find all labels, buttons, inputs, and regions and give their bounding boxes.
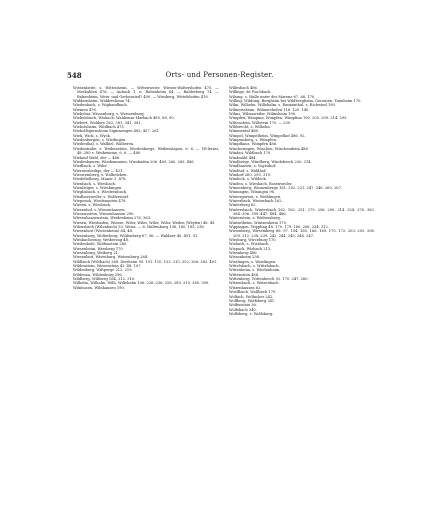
index-entry: Wiesenburg, Weiberg 21. bbox=[73, 251, 120, 256]
index-entry: Windau, Wildbach 170. bbox=[229, 151, 272, 156]
index-entry: Woelfbach, Wolfbach 170. bbox=[229, 290, 277, 295]
index-entry: Wiebert, Widdere 362, 381, 341, 381. bbox=[73, 120, 142, 125]
index-entry: Wissenheim 238. bbox=[229, 255, 261, 260]
index-entry: Wiedenthal, s. Walbiel, Walberen. bbox=[73, 142, 135, 147]
index-entry: Wiesenborg, Wolterborg, Wildenberg 67. 96. — Waldner 40. 491. 91. bbox=[73, 233, 199, 238]
index-entry: Wolfenstein 80. bbox=[229, 303, 258, 308]
index-entry: Wiltbrecht, s. Wilhelm. bbox=[229, 125, 271, 130]
index-entry: Wieglisbach, s. Wiedeenbach. bbox=[73, 190, 128, 195]
index-entry: Winden, s. Wiesbach, Rosenweiler. bbox=[229, 181, 293, 186]
index-entry: Wintzelheim, Wintzenheim 170. bbox=[229, 220, 288, 225]
index-entry: Wimpfen, Wimpina, Wimpfen, Wimpfina 190. 205. 209. 214. 295. bbox=[229, 116, 348, 121]
index-entry: Wiedentrabe, s. Weibenstein, Werdenberge, Weibesslapen, 6. 6. — Vil-lerasi, 48, 285 s. Weibeneine, 6. 6. — 480. bbox=[73, 146, 219, 156]
index-entry: Winterstein, s. Weibersberg. bbox=[229, 216, 281, 221]
index-entry: Windhof, s. Waldhof. bbox=[229, 168, 267, 173]
index-entry: Windberge, Windberg, Windeberch 230. 314. bbox=[229, 159, 312, 164]
index-entry: Witzenbach, s. Weizenbach. bbox=[229, 281, 280, 286]
index-entry: Wilms, Wilmsweiler, Wilmsheim 190. bbox=[229, 112, 297, 117]
index-entry: Windhausen, s. Vogtsdorf. bbox=[229, 164, 277, 169]
page-number: 548 bbox=[67, 71, 82, 80]
index-entry: Winningen, Winingen 96. bbox=[229, 190, 276, 195]
index-entry: Wimmental 486. bbox=[229, 129, 259, 134]
index-entry: Wilmertsheim, Wilmershofen 116. 120. 140. bbox=[229, 107, 310, 112]
index-entry: Wiedeltelberg, Mauer 1. 476. bbox=[73, 177, 127, 182]
index-entry: Wiedbach, s. Wibe. bbox=[73, 164, 108, 169]
index-entry: Wisenberg 486. bbox=[229, 251, 258, 256]
index-entry: Wiesenheit (Wiesenheim) 64. 48. bbox=[73, 229, 134, 234]
index-entry: Widdernheim, Widdersheim 74. bbox=[73, 99, 131, 104]
index-entry: Wiesensstein, Wiesenhausen 290. bbox=[73, 211, 135, 216]
index-entry: Wippingen, Wippling 48. 170. 179. 180. 206. 234. 312. bbox=[229, 225, 329, 229]
index-entry: Wieratosheiligs, der — 421. bbox=[73, 168, 124, 173]
index-entry: Wittelsbach, s. Wittelsbach. bbox=[229, 264, 280, 269]
index-entry: Wintergarten, s. Weiblingen. bbox=[229, 194, 282, 199]
index-entry: Wiedenbaeren, Wiedemnaten, Wiesbaden 206. 469. 260. 269. 486. bbox=[73, 159, 195, 164]
index-entry: Wolfsbach 340. bbox=[229, 307, 257, 312]
index-entry: Wiemen 476. bbox=[73, 107, 97, 112]
index-entry: Wilhelm, Wilhalm, Willi, Willehalm 106. 226. 236. 258. 289. 310. 360. 399. bbox=[73, 281, 210, 286]
index-entry: Wilensbach (Wilenbach) 53. Weiss. — 6. Waltenburg 136, 180, 185, 236. bbox=[73, 225, 205, 229]
index-entry: Wilsing, s. Walle unter der Marene 67. 68. 170. bbox=[229, 94, 316, 99]
index-entry: Wiebolfsgernsheim Sigmaringen 482; 457. 261. bbox=[73, 129, 161, 134]
index-entry: Wiesbacherzog, Weiberzog 48. bbox=[73, 238, 130, 243]
index-entry: Wildbach (Wiltbach) 288. Diezheim 95. 101. 110. 133. 215. 252. 268. 383. 401. bbox=[73, 259, 218, 264]
index-entry: Wittenstein 486. bbox=[229, 272, 260, 277]
index-entry: Wiedenbach, s. Wigbandbach. bbox=[73, 103, 128, 108]
index-entry: Wispach, Wisbach 213. bbox=[229, 246, 272, 251]
index-entry: Windmühl 484. bbox=[229, 155, 257, 160]
index-entry: Winnenberg, Winnenberge 161. 202. 221. 247. 248. 260. 267. bbox=[229, 185, 343, 190]
index-entry: Wiedenhofe, Wolfenstein 260. bbox=[73, 242, 128, 247]
index-entry: Wiesenheim, Wiesberg 170. bbox=[73, 246, 124, 251]
index-entry: Wiepenoh, Wiedenauten 478. bbox=[73, 198, 127, 203]
index-entry: Wiesweinberg, s. Wolbeleben. bbox=[73, 172, 128, 177]
running-title: Orts- und Personen-Register. bbox=[165, 71, 274, 79]
index-entry: Winterbach, Winterbach 162. bbox=[229, 198, 283, 203]
index-entry: Wiesenbeit, Wisenburg, Weisenburg 264. bbox=[73, 255, 149, 260]
index-entry: Wiesenhof, s. Wiesenhausen. bbox=[73, 207, 126, 212]
index-entry: Wiesen, Wiesbaden, Wiesse, Wiler, Wiler, Wiler, Wiler, Weilen (Weylen) 48. 49. bbox=[73, 220, 216, 225]
index-entry: Wienbach, s. Wiesbach. bbox=[73, 181, 117, 186]
index-entry: Wintersbach, Winterbach 162. 162. 251. 279. 256. 290. 314. 324. 376. 383. 384. 396. 399. 447. 484. 486. bbox=[229, 207, 375, 216]
index-entry: Wolfberg, Wolfsberg 341. bbox=[229, 298, 276, 303]
index-entry: Wiedbersweiler, s. Wolferstorf. bbox=[73, 194, 130, 199]
index-entry: Wiesenbeite, s. Wittenheim, — Wittenweier, Wiesen-Waltershofen 475. — Merkuhlen 476. — Aubach 1, n. Bubenheim 64. — Bulderberg 74. — Bubenheim, Wein- und Gerbenried? 490. — Wiesberg, Wittelshofen 476. bbox=[73, 86, 219, 99]
index-entry: Witzenhausen 62. bbox=[229, 285, 262, 290]
index-entry: Wirtenberg, Wirtemberg 68. 97. 104. 165. 166. 169. 170. 172. 203. 205. 206. 209. 212. 238. 239. 242. 244. 245. 246. 247. bbox=[229, 229, 375, 238]
index-entry: Windeck, s. Wildeck. bbox=[229, 177, 267, 182]
index-entry: Wiebelsbach, Wisbach, Waldemar Marbach 485. 86, 90. bbox=[73, 116, 175, 121]
index-entry: Wilm, Wilhelm, Willehalm, s. Emmenthal, s. Richwind 190. bbox=[229, 103, 336, 108]
index-entry: Willing, Wildung, Bergheim bei Wildbergheim, Gereuten, Tannheim 170. bbox=[229, 99, 362, 104]
index-entry: Wildenstein, Weisenstein 42. 48. 107. bbox=[73, 264, 142, 269]
index-entry: Wilnhusen, Wilnhausen 190. bbox=[73, 285, 125, 290]
index-entry: Wieland Wald, der — 486. bbox=[73, 155, 121, 160]
index-entry: Wildberg, Wiltberg 164, 212. 310. bbox=[73, 277, 136, 282]
index-entry: Wisbach, s. Wiesbach. bbox=[229, 242, 270, 247]
index-entry: Wolfach, Wolfacher 242. bbox=[229, 294, 274, 299]
index-entry: Wiesenhausenstein, Weidenheim 276, 363. bbox=[73, 216, 152, 221]
index-entry: Wincheringen, Winchen, Winchendeim 486. bbox=[229, 146, 309, 151]
index-entry: Wildenau, Wildenburg 296. bbox=[73, 272, 123, 277]
index-entry: Wittenberg, Wittenberch 92. 170. 247. 260. bbox=[229, 277, 309, 282]
index-entry: Windorf 260. 295. 319. bbox=[229, 172, 272, 177]
index-entry: Wildenberg, Wiltperge 212. 219. bbox=[73, 268, 133, 273]
index-entry: Wiebelmi, Wissenburg, s. Weissenburg. bbox=[73, 112, 145, 117]
index-entry: Wieh, Wick, s. Wyck. bbox=[73, 133, 111, 138]
index-entry: Wimpfhaus, Wimpfen 486. bbox=[229, 142, 278, 147]
index-entry: Wimpinsberg, s. Wimpfen. bbox=[229, 138, 278, 143]
index-entry: Wirzburg, Wirceburg 170. bbox=[229, 238, 277, 243]
index-entry: Willinge, de Fischbach. bbox=[229, 90, 272, 95]
index-entry: Wittenheim, s. Wiedenheim. bbox=[229, 268, 281, 273]
index-entry: Wimpel, Wimpelheim, Wimpelhof 486. 92. bbox=[229, 133, 306, 138]
index-column-right bbox=[229, 86, 375, 316]
index-entry: Wienbeiger, s. Wiesbingen. bbox=[73, 185, 123, 190]
index-column-left bbox=[73, 86, 219, 290]
index-entry: Wiedenbergen, s. Wiedingen. bbox=[73, 138, 127, 143]
index-entry: Wiltenstein, Wiltstein 170. — 230. bbox=[229, 120, 292, 125]
index-entry: Wolfsberg, s. Wolfsburg. bbox=[229, 311, 274, 316]
index-entry: Willesbach 486. bbox=[229, 86, 258, 90]
index-entry: Wiebolsheim, Wildbach 475. bbox=[73, 125, 125, 130]
index-entry: Winterberg 62. bbox=[229, 203, 257, 208]
index-entry: Wisslingen, s. Weislingen. bbox=[229, 259, 277, 264]
index-entry: Wiesen, s. Wiesbach. bbox=[73, 203, 112, 208]
